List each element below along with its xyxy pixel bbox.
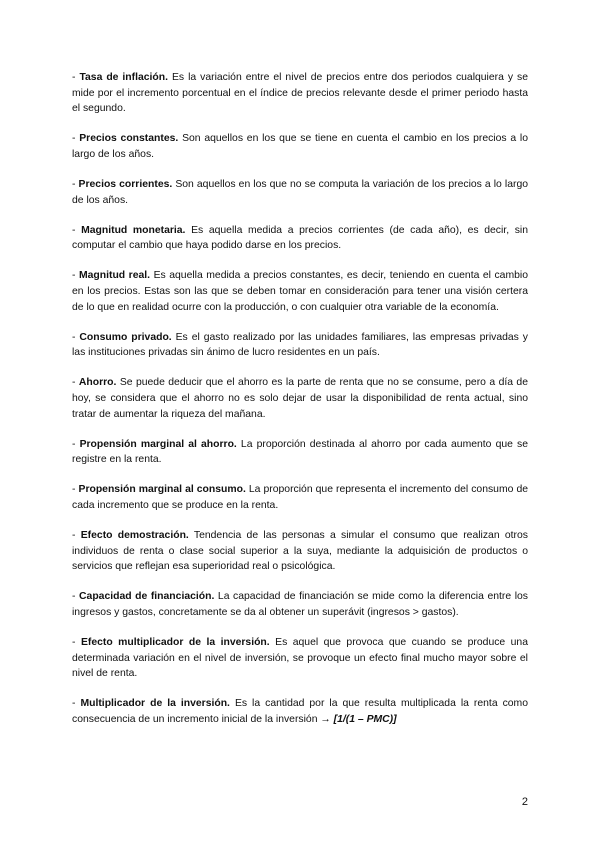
definition-efecto-demostracion <box>72 528 528 575</box>
entry-term: Tasa de inflación. <box>79 72 169 83</box>
entry-prefix: - <box>72 270 79 282</box>
entry-text: La capacidad de financiación se mide como la diferencia entre los ingresos y gastos, concretamente se da al obtener un superávit (ingresos > gastos). <box>72 591 528 618</box>
entry-prefix: - <box>72 377 79 389</box>
entry-text: Son aquellos en los que no se computa la variación de los precios a lo largo de los años. <box>72 178 529 206</box>
entry-text: La proporción destinada al ahorro por cada aumento que se registre en la renta. <box>72 438 528 466</box>
entry-prefix: - <box>72 224 82 236</box>
multiplier-formula: [1/(1 – PMC)] <box>333 713 397 725</box>
definition-capacidad-de-financiacion <box>72 589 528 620</box>
definition-tasa-de-inflacion <box>72 70 528 117</box>
entry-prefix: - <box>72 331 80 343</box>
entry-term: Propensión marginal al consumo. <box>78 484 246 496</box>
entry-prefix: - <box>72 698 81 710</box>
page-number: 2 <box>521 796 528 808</box>
entry-prefix: - <box>72 438 80 450</box>
definition-precios-corrientes <box>72 177 528 208</box>
definition-consumo-privado <box>72 330 528 361</box>
definition-precios-constantes <box>72 131 528 162</box>
definition-efecto-multiplicador <box>72 635 528 682</box>
entry-term: Capacidad de financiación. <box>79 591 215 603</box>
entry-term: Precios corrientes. <box>78 178 173 190</box>
document-page <box>72 70 528 742</box>
entry-prefix: - <box>72 133 80 145</box>
definition-magnitud-real <box>72 268 528 315</box>
entry-text: Se puede deducir que el ahorro es la parte de renta que no se consume, pero a día de hoy, se considera que el ahorro no es solo dejar de usar la disponibilidad de renta actual, sino tratar de aumentar la riqueza del mañana. <box>72 377 528 420</box>
entry-term: Efecto demostración. <box>80 529 189 541</box>
entry-term: Magnitud real. <box>78 270 151 282</box>
entry-prefix: - <box>72 529 81 541</box>
entry-term: Propensión marginal al ahorro. <box>79 438 237 450</box>
entry-term: Multiplicador de la inversión. <box>80 698 230 710</box>
entry-term: Precios constantes. <box>79 133 179 145</box>
entry-prefix: - <box>72 591 80 603</box>
entry-text: Son aquellos en los que se tiene en cuenta el cambio en los precios a lo largo de los años. <box>72 133 528 160</box>
entry-text: La proporción que representa el incremento del consumo de cada incremento que se produce en la renta. <box>72 484 528 511</box>
definition-multiplicador-de-la-inversion <box>72 696 528 727</box>
entry-prefix: - <box>72 72 80 83</box>
entry-term: Ahorro. <box>78 377 117 389</box>
entry-text: Es aquella medida a precios corrientes (de cada año), es decir, sin computar el cambio que haya podido darse en los precios. <box>72 224 528 252</box>
definition-magnitud-monetaria <box>72 223 528 254</box>
entry-prefix: - <box>72 636 81 648</box>
entry-text: Es aquel que provoca que cuando se produce una determinada variación en el nivel de inversión, se provoque un efecto final mucho mayor sobre el nivel de renta. <box>72 636 528 680</box>
definition-propension-marginal-ahorro <box>72 437 528 468</box>
entry-term: Efecto multiplicador de la inversión. <box>80 636 270 648</box>
entry-prefix: - <box>72 484 79 496</box>
entry-text: Es el gasto realizado por las unidades familiares, las empresas privadas y las instituciones privadas sin ánimo de lucro residentes en un país. <box>72 331 528 359</box>
entry-term: Magnitud monetaria. <box>81 224 186 236</box>
entry-text: Es aquella medida a precios constantes, es decir, teniendo en cuenta el cambio en los precios. Estas son las que se deben tomar en consideración para tener una visión certera de lo que en realidad ocurre con la producción, o con cualquier otra variable de la economía. <box>72 270 528 313</box>
entry-prefix: - <box>72 178 79 190</box>
entry-text: Tendencia de las personas a simular el consumo que realizan otros individuos de renta o clase social superior a la suya, mediante la adquisición de productos o servicios que reflejan esa superioridad real o psicológica. <box>72 529 528 573</box>
definition-ahorro <box>72 375 528 422</box>
definition-propension-marginal-consumo <box>72 482 528 513</box>
entry-term: Consumo privado. <box>79 331 172 343</box>
entry-text: Es la variación entre el nivel de precios entre dos periodos cualquiera y se mide por el incremento porcentual en el índice de precios relevante desde el primer periodo hasta el segundo. <box>72 72 528 115</box>
entry-text: Es la cantidad por la que resulta multiplicada la renta como consecuencia de un incremento inicial de la inversión → <box>72 698 528 725</box>
